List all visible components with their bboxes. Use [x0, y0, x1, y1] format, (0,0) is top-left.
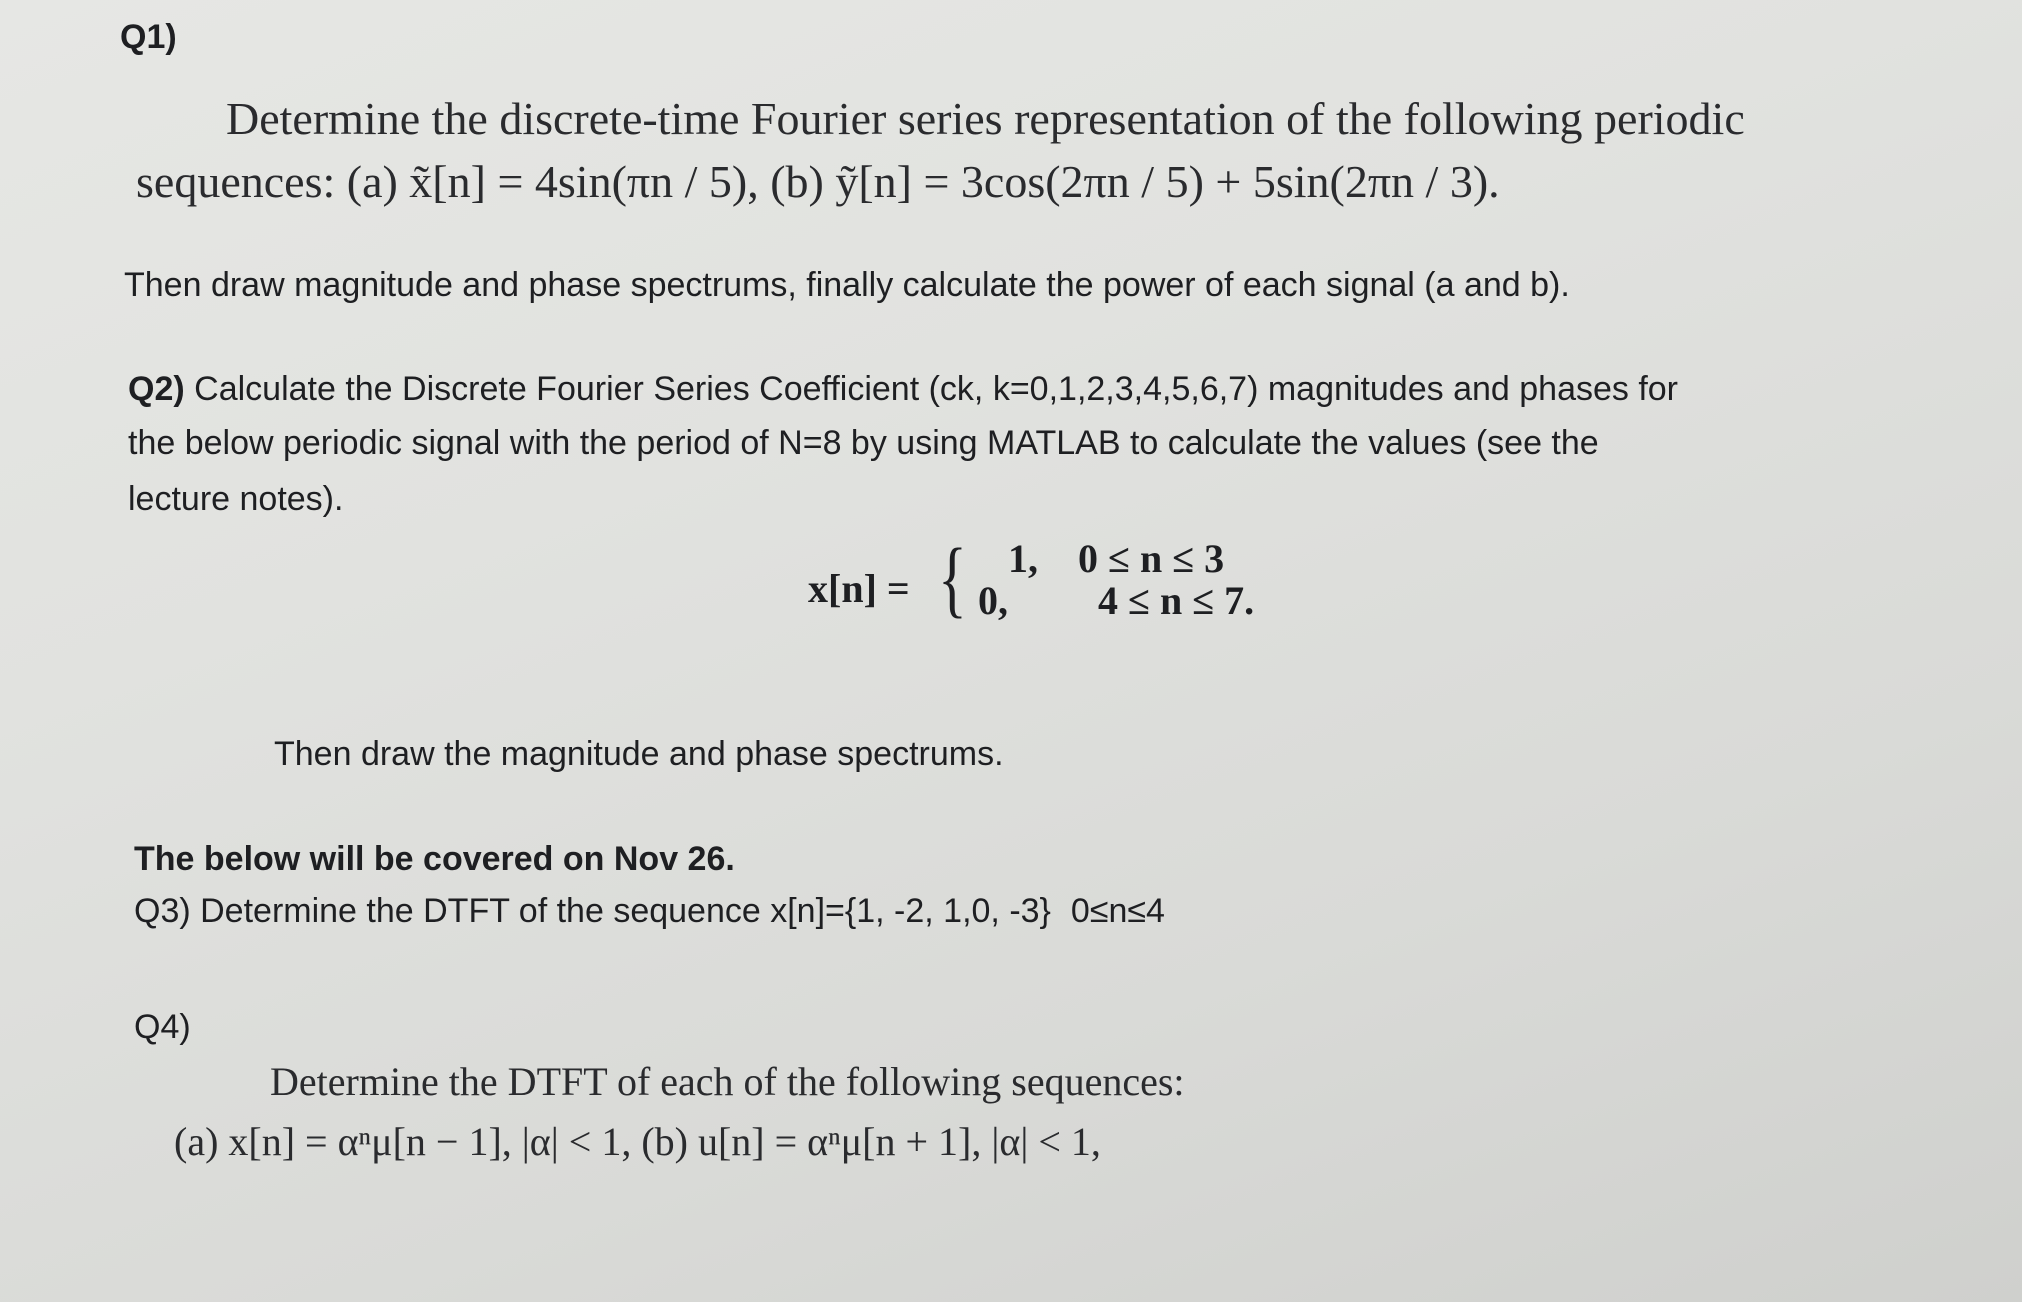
equation-lhs: x[n] =	[808, 566, 910, 611]
equation-row2-value: 0,	[978, 578, 1008, 623]
q4-prompt-line2: (a) x[n] = αⁿμ[n − 1], |α| < 1, (b) u[n] = αⁿμ[n + 1], |α| < 1,	[174, 1119, 1101, 1164]
q1-prompt-line2: sequences: (a) x̃[n] = 4sin(πn / 5), (b) ỹ[n] = 3cos(2πn / 5) + 5sin(2πn / 3).	[136, 156, 1500, 207]
q2-prompt-line1	[128, 370, 1678, 409]
equation-brace: {	[938, 530, 967, 626]
q2-prompt-line3: lecture notes).	[128, 480, 344, 518]
piecewise-equation	[808, 530, 1328, 635]
schedule-note: The below will be covered on Nov 26.	[134, 840, 735, 878]
q2-label: Q2)	[128, 370, 185, 408]
q3-prompt	[134, 892, 1165, 931]
equation-row1-condition: 0 ≤ n ≤ 3	[1078, 536, 1225, 581]
q2-prompt-text: Calculate the Discrete Fourier Series Coefficient (ck, k=0,1,2,3,4,5,6,7) magnitudes and phases for	[194, 370, 1679, 408]
q4-label: Q4)	[134, 1008, 191, 1046]
q3-range: 0≤n≤4	[1070, 892, 1165, 930]
q1-prompt-line1: Determine the discrete-time Fourier series representation of the following periodic	[226, 93, 1745, 144]
equation-row1-value: 1,	[1008, 536, 1038, 581]
q2-prompt-line2: the below periodic signal with the period of N=8 by using MATLAB to calculate the values (see the	[128, 424, 1599, 462]
q3-text: Q3) Determine the DTFT of the sequence x[n]={1, -2, 1,0, -3}	[134, 892, 1051, 930]
q1-label: Q1)	[120, 18, 177, 56]
equation-row2-condition: 4 ≤ n ≤ 7.	[1098, 578, 1255, 623]
q4-prompt-line1: Determine the DTFT of each of the following sequences:	[270, 1059, 1185, 1104]
q2-instruction: Then draw the magnitude and phase spectrums.	[274, 735, 1004, 773]
q1-instruction: Then draw magnitude and phase spectrums, finally calculate the power of each signal (a and b).	[124, 266, 1570, 304]
